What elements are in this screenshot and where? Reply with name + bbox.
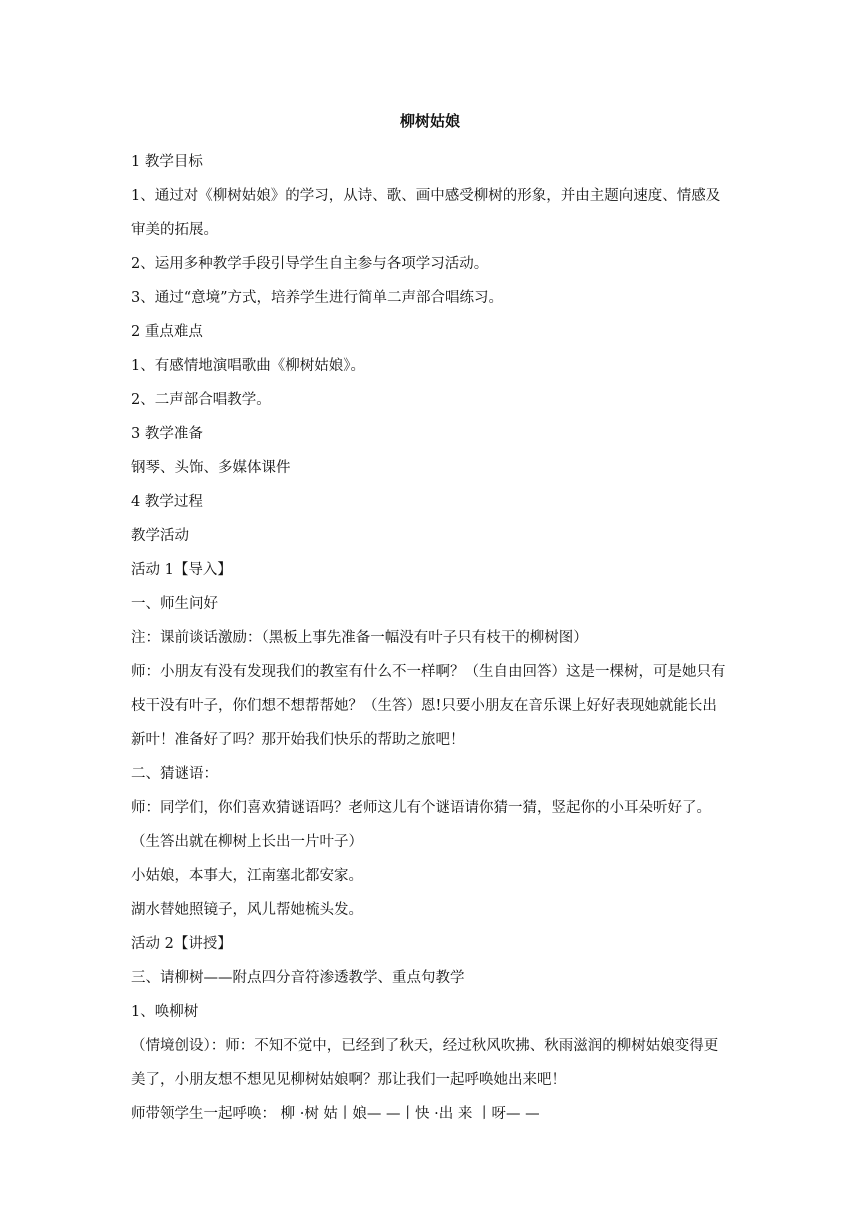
riddle-line: 湖水替她照镜子，风儿帮她梳头发。 [131, 902, 363, 918]
paragraph: 3、通过“意境”方式，培养学生进行简单二声部合唱练习。 [131, 290, 504, 306]
paragraph: 二、猜谜语： [131, 766, 218, 782]
paragraph: 注：课前谈话激励：（黑板上事先准备一幅没有叶子只有枝干的柳树图） [131, 630, 588, 646]
riddle-line: 小姑娘，本事大，江南塞北都安家。 [131, 868, 363, 884]
section-heading-key-points: 2 重点难点 [131, 324, 203, 340]
paragraph: 1、有感情地演唱歌曲《柳树姑娘》。 [131, 358, 365, 374]
document-title: 柳树姑娘 [399, 112, 460, 130]
paragraph: 三、请柳树——附点四分音符渗透教学、重点句教学 [131, 970, 465, 986]
section-heading-process: 4 教学过程 [131, 494, 203, 510]
paragraph: （情境创设）：师：不知不觉中，已经到了秋天，经过秋风吹拂、秋雨滋润的柳树姑娘变得更美了，小朋友想不想见见柳树姑娘啊？那让我们一起呼唤她出来吧！ [131, 1038, 719, 1088]
paragraph: 1、唤柳树 [131, 1004, 199, 1020]
section-heading-goals: 1 教学目标 [131, 154, 203, 170]
notation-line: 师带领学生一起呼唤： 柳 ·树 姑丨娘— —丨快 ·出 来 丨呀— — [131, 1106, 540, 1122]
activity-heading: 活动 1【导入】 [131, 562, 232, 578]
document-body [131, 145, 731, 1131]
paragraph: 2、运用多种教学手段引导学生自主参与各项学习活动。 [131, 256, 489, 272]
paragraph: 1、通过对《柳树姑娘》的学习，从诗、歌、画中感受柳树的形象，并由主题向速度、情感及审美的拓展。 [131, 188, 721, 238]
paragraph: 一、师生问好 [131, 596, 218, 612]
paragraph: 师：同学们，你们喜欢猜谜语吗？老师这儿有个谜语请你猜一猜，竖起你的小耳朵听好了。（生答出就在柳树上长出一片叶子） [131, 800, 711, 850]
paragraph: 钢琴、头饰、多媒体课件 [131, 460, 291, 476]
paragraph: 2、二声部合唱教学。 [131, 392, 271, 408]
paragraph: 师：小朋友有没有发现我们的教室有什么不一样啊？（生自由回答）这是一棵树，可是她只有枝干没有叶子，你们想不想帮帮她？（生答）恩!只要小朋友在音乐课上好好表现她就能长出新叶！准备好了吗？那开始我们快乐的帮助之旅吧！ [131, 664, 726, 748]
paragraph: 教学活动 [131, 528, 189, 544]
activity-heading: 活动 2【讲授】 [131, 936, 232, 952]
section-heading-preparation: 3 教学准备 [131, 426, 203, 442]
